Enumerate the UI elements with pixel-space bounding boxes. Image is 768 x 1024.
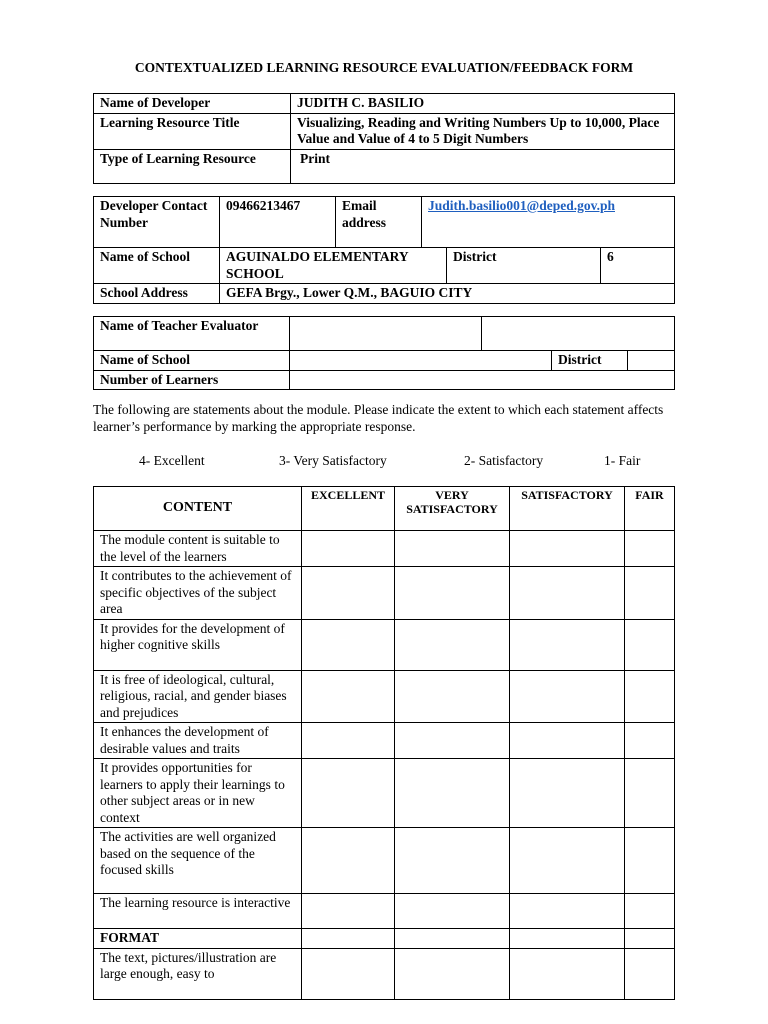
district-label: District [447,248,601,284]
rating-cell-satisfactory[interactable] [510,759,625,828]
teacher-evaluator-label: Name of Teacher Evaluator [94,317,290,351]
rating-cell-satisfactory[interactable] [510,670,625,723]
rating-cell-very-satisfactory[interactable] [395,894,510,929]
resource-title-label: Learning Resource Title [94,113,291,149]
excellent-header: EXCELLENT [302,487,395,531]
evaluator-district-field[interactable] [628,351,675,371]
resource-type-value: Print [291,149,675,183]
email-label: Email address [336,197,422,248]
teacher-evaluator-extra-field[interactable] [482,317,675,351]
address-label: School Address [94,284,220,304]
criterion-text: It contributes to the achievement of specific objectives of the subject area [94,567,302,620]
rating-cell-satisfactory[interactable] [510,567,625,620]
satisfactory-header: SATISFACTORY [510,487,625,531]
rating-cell-excellent[interactable] [302,948,395,999]
rating-cell-satisfactory[interactable] [510,894,625,929]
table-row [94,948,675,999]
rating-cell-excellent[interactable] [302,619,395,670]
evaluator-school-field[interactable] [290,351,552,371]
rating-cell-fair[interactable] [625,948,675,999]
developer-info-table [93,93,675,184]
table-row [94,759,675,828]
school-value: AGUINALDO ELEMENTARY SCHOOL [220,248,447,284]
address-value: GEFA Brgy., Lower Q.M., BAGUIO CITY [220,284,675,304]
format-header-cell [395,929,510,949]
developer-value: JUDITH C. BASILIO [291,94,675,114]
criterion-text: The activities are well organized based on the sequence of the focused skills [94,828,302,894]
fair-header: FAIR [625,487,675,531]
rating-cell-excellent[interactable] [302,723,395,759]
rating-cell-satisfactory[interactable] [510,723,625,759]
rating-cell-fair[interactable] [625,619,675,670]
format-header-cell [510,929,625,949]
teacher-evaluator-field[interactable] [290,317,482,351]
scale-excellent: 4- Excellent [139,453,205,468]
rating-cell-satisfactory[interactable] [510,828,625,894]
criterion-text: The module content is suitable to the level of the learners [94,531,302,567]
rating-cell-excellent[interactable] [302,567,395,620]
scale-satisfactory: 2- Satisfactory [464,453,544,468]
rating-cell-fair[interactable] [625,531,675,567]
scale-very-satisfactory: 3- Very Satisfactory [279,453,387,468]
criterion-text: It provides for the development of higher cognitive skills [94,619,302,670]
rating-cell-fair[interactable] [625,828,675,894]
resource-title-value: Visualizing, Reading and Writing Numbers Up to 10,000, Place Value and Value of 4 to 5 Digit Numbers [291,113,675,149]
evaluator-district-label: District [552,351,628,371]
content-header: CONTENT [94,487,302,531]
table-row [94,894,675,929]
rating-cell-satisfactory[interactable] [510,619,625,670]
rating-cell-fair[interactable] [625,723,675,759]
table-row [94,567,675,620]
email-link[interactable]: Judith.basilio001@deped.gov.ph [428,198,615,213]
evaluator-info-table [93,316,675,390]
criterion-text: It is free of ideological, cultural, religious, racial, and gender biases and prejudices [94,670,302,723]
rating-cell-very-satisfactory[interactable] [395,670,510,723]
table-row [94,619,675,670]
rating-cell-fair[interactable] [625,759,675,828]
rating-cell-excellent[interactable] [302,894,395,929]
learners-label: Number of Learners [94,370,290,390]
format-header-cell [302,929,395,949]
rating-cell-very-satisfactory[interactable] [395,723,510,759]
rating-cell-excellent[interactable] [302,531,395,567]
format-section-row [94,929,675,949]
format-label: FORMAT [94,929,302,949]
criterion-text: It enhances the development of desirable values and traits [94,723,302,759]
school-label: Name of School [94,248,220,284]
criterion-text: The learning resource is interactive [94,894,302,929]
school-info-table [93,196,675,304]
rating-cell-excellent[interactable] [302,759,395,828]
rating-cell-very-satisfactory[interactable] [395,828,510,894]
rating-cell-satisfactory[interactable] [510,531,625,567]
developer-label: Name of Developer [94,94,291,114]
table-row [94,531,675,567]
rating-cell-fair[interactable] [625,894,675,929]
very-satisfactory-header: VERY SATISFACTORY [395,487,510,531]
contact-label: Developer Contact Number [94,197,220,248]
rating-body [94,531,675,1000]
evaluator-school-label: Name of School [94,351,290,371]
table-row [94,670,675,723]
district-value: 6 [601,248,675,284]
resource-type-label: Type of Learning Resource [94,149,291,183]
rating-cell-fair[interactable] [625,567,675,620]
rating-cell-very-satisfactory[interactable] [395,759,510,828]
rating-table [93,486,675,1000]
rating-cell-very-satisfactory[interactable] [395,948,510,999]
format-header-cell [625,929,675,949]
rating-cell-excellent[interactable] [302,828,395,894]
criterion-text: The text, pictures/illustration are large enough, easy to [94,948,302,999]
table-row [94,723,675,759]
rating-cell-excellent[interactable] [302,670,395,723]
criterion-text: It provides opportunities for learners to apply their learnings to other subject areas or in new context [94,759,302,828]
rating-cell-very-satisfactory[interactable] [395,531,510,567]
rating-cell-very-satisfactory[interactable] [395,619,510,670]
instructions-text: The following are statements about the module. Please indicate the extent to which each statement affects learner’s performance by marking the appropriate response. [93,402,664,434]
table-row [94,828,675,894]
rating-cell-very-satisfactory[interactable] [395,567,510,620]
form-title: CONTEXTUALIZED LEARNING RESOURCE EVALUATION/FEEDBACK FORM [134,60,634,75]
scale-fair: 1- Fair [604,453,641,468]
contact-value: 09466213467 [220,197,336,248]
rating-cell-fair[interactable] [625,670,675,723]
rating-cell-satisfactory[interactable] [510,948,625,999]
learners-field[interactable] [290,370,675,390]
